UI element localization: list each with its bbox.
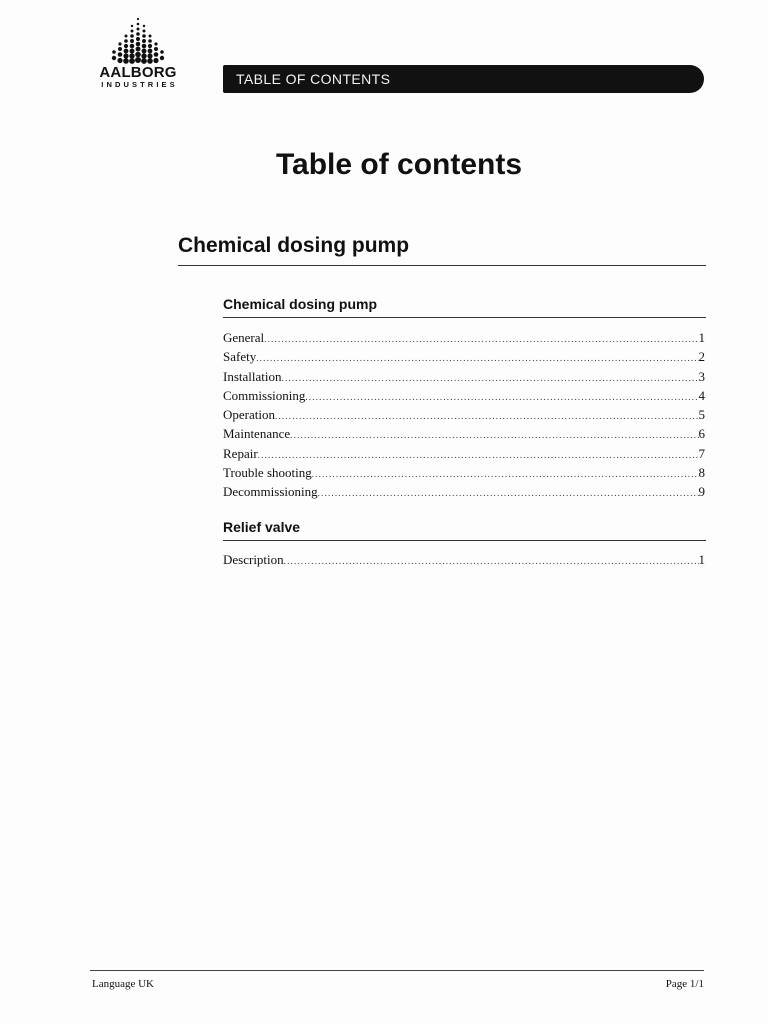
- toc-entry-label: Decommissioning: [223, 484, 318, 499]
- toc-entry-decommissioning[interactable]: [223, 484, 705, 503]
- toc-entry-page: 5: [698, 407, 705, 422]
- leader-dots: [264, 334, 698, 344]
- section-header-bar: TABLE OF CONTENTS: [223, 65, 704, 93]
- toc-entry-page: 1: [698, 552, 705, 567]
- leader-dots: [318, 488, 699, 498]
- leader-dots: [312, 469, 699, 479]
- toc-entry-page: 8: [698, 464, 705, 480]
- footer-page-number: Page 1/1: [665, 978, 704, 990]
- aalborg-dots-icon: [105, 16, 171, 64]
- leader-dots: [282, 373, 699, 383]
- brand-name: AALBORG: [99, 64, 177, 81]
- toc-entry-page: 6: [698, 426, 705, 442]
- leader-dots: [275, 411, 699, 421]
- leader-dots: [305, 392, 698, 402]
- toc-entry-label: Safety: [223, 349, 257, 365]
- brand-logo: [90, 16, 186, 89]
- group-divider: [223, 540, 706, 541]
- toc-entry-page: 7: [698, 445, 705, 461]
- toc-entry-maintenance[interactable]: [223, 426, 705, 445]
- toc-entry-label: General: [223, 330, 265, 345]
- toc-entry-repair[interactable]: [223, 446, 705, 465]
- toc-entry-trouble-shooting[interactable]: [223, 465, 705, 484]
- leader-dots: [258, 450, 699, 460]
- section-title: Chemical dosing pump: [178, 234, 410, 257]
- brand-subtitle: INDUSTRIES: [101, 80, 178, 89]
- page-title: Table of contents: [275, 148, 523, 181]
- toc-entry-commissioning[interactable]: [223, 388, 705, 407]
- toc-entry-operation[interactable]: [223, 407, 705, 426]
- toc-entry-label: Trouble shooting: [223, 464, 312, 480]
- toc-entry-installation[interactable]: [223, 369, 705, 388]
- toc-entry-page: 4: [698, 387, 705, 403]
- toc-entry-label: Commissioning: [223, 387, 306, 403]
- leader-dots: [284, 556, 699, 566]
- toc-entry-label: Operation: [223, 407, 275, 422]
- toc-entry-safety[interactable]: [223, 349, 705, 368]
- toc-list: [223, 330, 705, 503]
- group-title: Relief valve: [223, 519, 301, 535]
- group-divider: [223, 317, 706, 318]
- toc-entry-page: 3: [698, 368, 705, 384]
- section-divider: [178, 265, 706, 266]
- toc-entry-label: Maintenance: [223, 426, 291, 442]
- toc-list: [223, 552, 705, 571]
- toc-entry-label: Repair: [223, 445, 258, 461]
- toc-entry-label: Description: [223, 552, 284, 567]
- toc-entry-description[interactable]: [223, 552, 705, 571]
- leader-dots: [290, 430, 698, 440]
- leader-dots: [256, 353, 698, 363]
- footer-language: Language UK: [92, 978, 155, 990]
- toc-entry-page: 1: [698, 330, 705, 345]
- toc-entry-general[interactable]: [223, 330, 705, 349]
- footer-divider: [90, 970, 704, 971]
- group-title: Chemical dosing pump: [223, 296, 378, 312]
- toc-entry-page: 9: [698, 484, 705, 499]
- toc-entry-page: 2: [698, 349, 705, 365]
- toc-entry-label: Installation: [223, 368, 282, 384]
